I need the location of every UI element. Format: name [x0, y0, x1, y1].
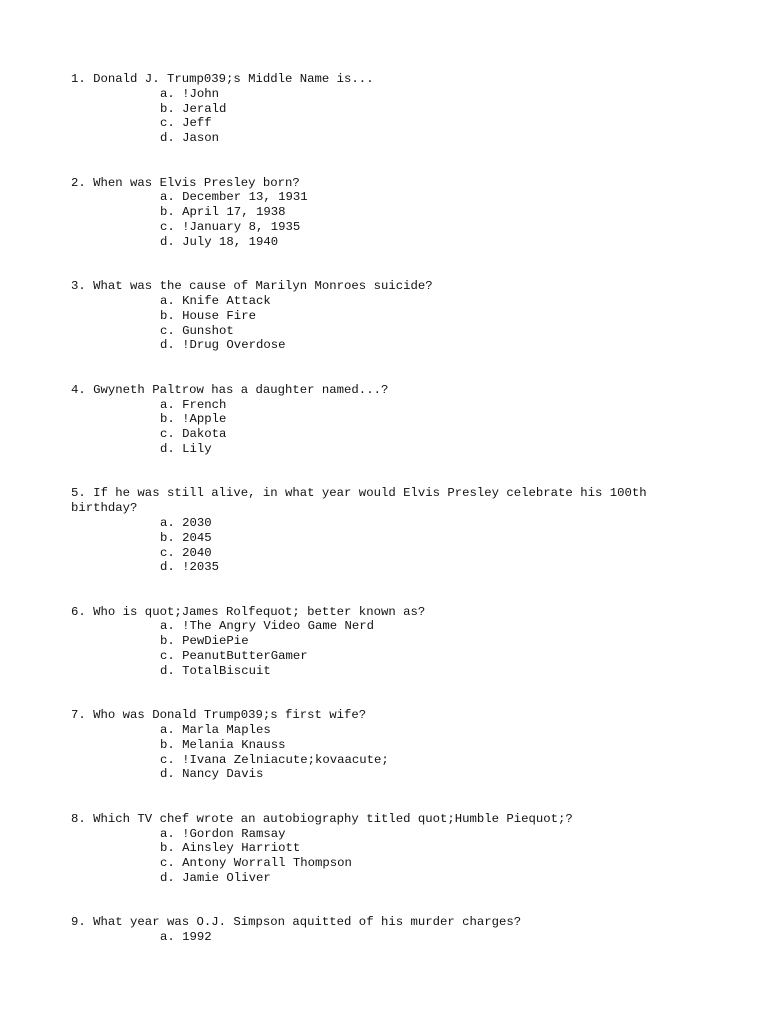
- option-text: PewDiePie: [182, 634, 249, 649]
- question-text: [71, 72, 671, 87]
- question-number: 3.: [71, 279, 86, 294]
- answer-option: [160, 398, 671, 413]
- option-letter: d.: [160, 234, 175, 249]
- option-text: 2030: [182, 515, 212, 530]
- answer-option: [160, 619, 671, 634]
- answer-option: [160, 723, 671, 738]
- option-letter: b.: [160, 530, 175, 545]
- answer-options: [71, 190, 671, 249]
- answer-options: [71, 87, 671, 146]
- answer-option: [160, 190, 671, 205]
- answer-options: [71, 398, 671, 457]
- question-number: 9.: [71, 915, 86, 930]
- question-number: 5.: [71, 486, 86, 501]
- option-text: December 13, 1931: [182, 190, 308, 205]
- option-text: Lily: [182, 441, 212, 456]
- option-text: !Drug Overdose: [182, 338, 286, 353]
- answer-options: [71, 930, 671, 945]
- option-text: !The Angry Video Game Nerd: [182, 619, 375, 634]
- option-text: Ainsley Harriott: [182, 841, 301, 856]
- answer-option: [160, 841, 671, 856]
- option-text: !Ivana Zelniacute;kovaacute;: [182, 752, 389, 767]
- option-text: Jamie Oliver: [182, 871, 271, 886]
- question-prompt: Gwyneth Paltrow has a daughter named...?: [93, 382, 389, 397]
- option-letter: d.: [160, 663, 175, 678]
- answer-option: [160, 827, 671, 842]
- question-text: [71, 915, 671, 930]
- option-letter: b.: [160, 412, 175, 427]
- option-letter: b.: [160, 308, 175, 323]
- question-number: 4.: [71, 382, 86, 397]
- option-text: Nancy Davis: [182, 767, 264, 782]
- option-letter: a.: [160, 397, 175, 412]
- answer-option: [160, 738, 671, 753]
- answer-option: [160, 235, 671, 250]
- question-text: [71, 812, 671, 827]
- option-letter: d.: [160, 338, 175, 353]
- option-letter: d.: [160, 767, 175, 782]
- question-block: [71, 383, 671, 457]
- answer-option: [160, 664, 671, 679]
- question-text: [71, 605, 671, 620]
- option-text: Jerald: [182, 101, 227, 116]
- question-prompt: Who was Donald Trump039;s first wife?: [93, 708, 367, 723]
- answer-option: [160, 560, 671, 575]
- question-number: 6.: [71, 604, 86, 619]
- answer-option: [160, 531, 671, 546]
- option-text: Knife Attack: [182, 293, 271, 308]
- answer-option: [160, 516, 671, 531]
- question-prompt: Donald J. Trump039;s Middle Name is...: [93, 72, 374, 86]
- answer-option: [160, 634, 671, 649]
- answer-options: [71, 619, 671, 678]
- option-letter: b.: [160, 101, 175, 116]
- answer-option: [160, 546, 671, 561]
- answer-option: [160, 220, 671, 235]
- question-prompt: When was Elvis Presley born?: [93, 175, 300, 190]
- answer-option: [160, 930, 671, 945]
- option-letter: b.: [160, 205, 175, 220]
- option-letter: c.: [160, 752, 175, 767]
- option-text: 1992: [182, 930, 212, 945]
- question-block: [71, 486, 671, 575]
- answer-option: [160, 871, 671, 886]
- question-block: [71, 72, 671, 146]
- question-number: 8.: [71, 811, 86, 826]
- question-text: [71, 383, 671, 398]
- question-number: 1.: [71, 72, 86, 86]
- option-letter: a.: [160, 190, 175, 205]
- option-text: Jeff: [182, 116, 212, 131]
- option-letter: c.: [160, 219, 175, 234]
- answer-option: [160, 324, 671, 339]
- option-letter: d.: [160, 871, 175, 886]
- option-letter: b.: [160, 841, 175, 856]
- question-prompt: What year was O.J. Simpson aquitted of his murder charges?: [93, 915, 522, 930]
- question-text: [71, 279, 671, 294]
- option-letter: c.: [160, 545, 175, 560]
- question-prompt: Which TV chef wrote an autobiography titled quot;Humble Piequot;?: [93, 811, 573, 826]
- option-text: Gunshot: [182, 323, 234, 338]
- answer-option: [160, 753, 671, 768]
- option-letter: d.: [160, 441, 175, 456]
- question-text: [71, 176, 671, 191]
- option-text: TotalBiscuit: [182, 663, 271, 678]
- option-text: Antony Worrall Thompson: [182, 856, 352, 871]
- question-text: [71, 486, 671, 516]
- answer-option: [160, 294, 671, 309]
- option-letter: b.: [160, 737, 175, 752]
- question-number: 7.: [71, 708, 86, 723]
- option-letter: a.: [160, 723, 175, 738]
- answer-option: [160, 102, 671, 117]
- question-block: [71, 812, 671, 886]
- option-text: Jason: [182, 131, 220, 146]
- option-text: !Gordon Ramsay: [182, 826, 286, 841]
- answer-option: [160, 309, 671, 324]
- answer-option: [160, 131, 671, 146]
- answer-option: [160, 856, 671, 871]
- question-block: [71, 176, 671, 250]
- answer-option: [160, 205, 671, 220]
- answer-option: [160, 116, 671, 131]
- quiz-document: [71, 72, 671, 975]
- answer-option: [160, 427, 671, 442]
- answer-option: [160, 767, 671, 782]
- option-text: July 18, 1940: [182, 234, 279, 249]
- answer-options: [71, 516, 671, 575]
- question-text: [71, 708, 671, 723]
- option-letter: a.: [160, 515, 175, 530]
- question-block: [71, 708, 671, 782]
- option-letter: c.: [160, 323, 175, 338]
- answer-option: [160, 338, 671, 353]
- option-text: French: [182, 397, 227, 412]
- option-text: House Fire: [182, 308, 256, 323]
- option-text: PeanutButterGamer: [182, 649, 308, 664]
- answer-option: [160, 87, 671, 102]
- option-text: Melania Knauss: [182, 737, 286, 752]
- option-letter: c.: [160, 116, 175, 131]
- option-letter: a.: [160, 930, 175, 945]
- option-letter: a.: [160, 826, 175, 841]
- option-text: Marla Maples: [182, 723, 271, 738]
- option-letter: d.: [160, 560, 175, 575]
- question-block: [71, 915, 671, 945]
- answer-options: [71, 723, 671, 782]
- option-text: !2035: [182, 560, 220, 575]
- option-letter: d.: [160, 131, 175, 146]
- option-text: Dakota: [182, 427, 227, 442]
- option-letter: c.: [160, 856, 175, 871]
- question-number: 2.: [71, 175, 86, 190]
- question-block: [71, 279, 671, 353]
- question-block: [71, 605, 671, 679]
- option-letter: c.: [160, 427, 175, 442]
- question-prompt: If he was still alive, in what year would Elvis Presley celebrate his 100th birthday?: [71, 486, 654, 516]
- question-prompt: What was the cause of Marilyn Monroes suicide?: [93, 279, 433, 294]
- answer-option: [160, 442, 671, 457]
- option-letter: a.: [160, 293, 175, 308]
- answer-options: [71, 827, 671, 886]
- answer-option: [160, 649, 671, 664]
- answer-option: [160, 412, 671, 427]
- option-text: 2040: [182, 545, 212, 560]
- option-text: !John: [182, 86, 220, 101]
- option-text: !Apple: [182, 412, 227, 427]
- option-text: April 17, 1938: [182, 205, 286, 220]
- option-letter: a.: [160, 619, 175, 634]
- question-prompt: Who is quot;James Rolfequot; better known as?: [93, 604, 426, 619]
- option-text: 2045: [182, 530, 212, 545]
- option-letter: a.: [160, 86, 175, 101]
- option-letter: b.: [160, 634, 175, 649]
- option-letter: c.: [160, 649, 175, 664]
- answer-options: [71, 294, 671, 353]
- option-text: !January 8, 1935: [182, 219, 301, 234]
